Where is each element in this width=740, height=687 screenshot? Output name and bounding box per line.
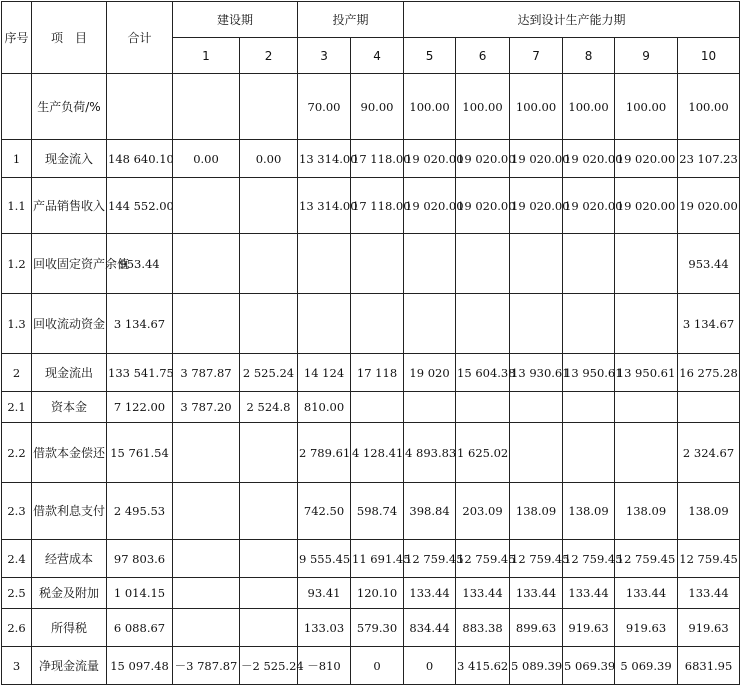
header-year: 3 — [298, 38, 351, 74]
row-value — [510, 392, 563, 423]
row-item: 所得税 — [32, 609, 107, 647]
table-row — [2, 392, 740, 423]
row-seq: 2 — [2, 354, 32, 392]
header-construction-period: 建设期 — [173, 2, 298, 38]
header-year: 6 — [456, 38, 510, 74]
row-value: 70.00 — [298, 74, 351, 140]
header-production-period: 投产期 — [298, 2, 404, 38]
row-value — [456, 392, 510, 423]
row-value: 133.44 — [615, 578, 678, 609]
row-value: 4 128.41 — [351, 423, 404, 483]
row-value — [510, 234, 563, 294]
row-value — [173, 294, 240, 354]
row-value — [456, 234, 510, 294]
table-row — [2, 234, 740, 294]
row-value — [456, 294, 510, 354]
row-value: 899.63 — [510, 609, 563, 647]
header-year: 4 — [351, 38, 404, 74]
row-item: 净现金流量 — [32, 647, 107, 685]
row-item: 现金流出 — [32, 354, 107, 392]
row-value — [240, 578, 298, 609]
row-value — [173, 483, 240, 540]
row-value: 2 324.67 — [678, 423, 740, 483]
header-year: 2 — [240, 38, 298, 74]
row-value: 12 759.45 — [510, 540, 563, 578]
row-value: 12 759.45 — [563, 540, 615, 578]
row-value: 100.00 — [456, 74, 510, 140]
row-value: 133.44 — [563, 578, 615, 609]
row-value: 138.09 — [678, 483, 740, 540]
row-value: 12 759.45 — [678, 540, 740, 578]
row-value: 919.63 — [678, 609, 740, 647]
row-total: 3 134.67 — [107, 294, 173, 354]
row-value: 13 314.00 — [298, 140, 351, 178]
row-value: 23 107.23 — [678, 140, 740, 178]
row-value: 0 — [404, 647, 456, 685]
row-total: 15 097.48 — [107, 647, 173, 685]
row-value: 19 020.00 — [510, 140, 563, 178]
row-seq: 3 — [2, 647, 32, 685]
row-value: －2 525.24 — [240, 647, 298, 685]
row-total: 148 640.10 — [107, 140, 173, 178]
table-row — [2, 540, 740, 578]
row-value — [615, 392, 678, 423]
row-value — [563, 423, 615, 483]
row-value: 13 930.61 — [510, 354, 563, 392]
row-value: 17 118.00 — [351, 178, 404, 234]
table-row — [2, 74, 740, 140]
row-value — [563, 294, 615, 354]
row-total: 1 014.15 — [107, 578, 173, 609]
row-value: 203.09 — [456, 483, 510, 540]
row-total: 133 541.75 — [107, 354, 173, 392]
row-seq: 2.5 — [2, 578, 32, 609]
row-item: 税金及附加 — [32, 578, 107, 609]
row-value — [678, 392, 740, 423]
row-value: 5 069.39 — [615, 647, 678, 685]
row-value: 19 020.00 — [678, 178, 740, 234]
header-year: 5 — [404, 38, 456, 74]
row-value: 13 950.61 — [563, 354, 615, 392]
row-value: 0.00 — [173, 140, 240, 178]
row-value: 12 759.45 — [615, 540, 678, 578]
header-design-capacity-period: 达到设计生产能力期 — [404, 2, 740, 38]
row-value: 5 069.39 — [563, 647, 615, 685]
row-value: 13 950.61 — [615, 354, 678, 392]
row-value — [240, 423, 298, 483]
row-seq: 2.3 — [2, 483, 32, 540]
row-value: 14 124 — [298, 354, 351, 392]
row-value — [173, 578, 240, 609]
row-value: 579.30 — [351, 609, 404, 647]
row-value: 17 118 — [351, 354, 404, 392]
row-value: 919.63 — [615, 609, 678, 647]
row-value — [298, 294, 351, 354]
table-row — [2, 609, 740, 647]
row-value: 3 134.67 — [678, 294, 740, 354]
row-value — [173, 74, 240, 140]
row-value: 133.44 — [678, 578, 740, 609]
row-value — [615, 423, 678, 483]
row-seq: 2.6 — [2, 609, 32, 647]
row-value — [173, 423, 240, 483]
row-value: 100.00 — [615, 74, 678, 140]
row-value: 810.00 — [298, 392, 351, 423]
row-value: 19 020.00 — [615, 140, 678, 178]
row-value: 3 787.20 — [173, 392, 240, 423]
table-row — [2, 354, 740, 392]
row-value — [510, 423, 563, 483]
table-row — [2, 423, 740, 483]
row-item: 回收流动资金 — [32, 294, 107, 354]
row-value: 133.44 — [510, 578, 563, 609]
row-value — [404, 234, 456, 294]
cash-flow-table — [1, 1, 740, 685]
row-value: －810 — [298, 647, 351, 685]
row-value: 19 020.00 — [404, 178, 456, 234]
row-item: 生产负荷/% — [32, 74, 107, 140]
header-year: 9 — [615, 38, 678, 74]
row-seq: 2.1 — [2, 392, 32, 423]
row-item: 现金流入 — [32, 140, 107, 178]
row-item: 经营成本 — [32, 540, 107, 578]
row-value — [240, 234, 298, 294]
row-value: 3 415.62 — [456, 647, 510, 685]
header-year: 10 — [678, 38, 740, 74]
header-year: 1 — [173, 38, 240, 74]
row-value — [351, 234, 404, 294]
row-item: 借款本金偿还 — [32, 423, 107, 483]
row-value: 138.09 — [510, 483, 563, 540]
row-value: 742.50 — [298, 483, 351, 540]
row-total: 6 088.67 — [107, 609, 173, 647]
row-value: 138.09 — [615, 483, 678, 540]
row-total: 15 761.54 — [107, 423, 173, 483]
row-value — [510, 294, 563, 354]
row-value: 19 020.00 — [563, 178, 615, 234]
row-value — [173, 178, 240, 234]
row-value — [240, 178, 298, 234]
row-value: 19 020.00 — [510, 178, 563, 234]
row-seq: 2.2 — [2, 423, 32, 483]
row-value — [404, 294, 456, 354]
row-seq — [2, 74, 32, 140]
row-total: 953.44 — [107, 234, 173, 294]
row-value: 100.00 — [510, 74, 563, 140]
row-value — [615, 294, 678, 354]
row-value: 5 089.39 — [510, 647, 563, 685]
row-value: 398.84 — [404, 483, 456, 540]
header-seq: 序号 — [2, 2, 32, 74]
row-value: 12 759.45 — [404, 540, 456, 578]
row-value: 93.41 — [298, 578, 351, 609]
header-year: 7 — [510, 38, 563, 74]
row-value — [240, 483, 298, 540]
table-row — [2, 483, 740, 540]
row-value — [563, 234, 615, 294]
row-value: 834.44 — [404, 609, 456, 647]
row-value: 133.44 — [404, 578, 456, 609]
header-year: 8 — [563, 38, 615, 74]
row-value: 19 020.00 — [456, 140, 510, 178]
row-value: 19 020.00 — [615, 178, 678, 234]
row-item: 资本金 — [32, 392, 107, 423]
row-total — [107, 74, 173, 140]
row-total: 2 495.53 — [107, 483, 173, 540]
row-value — [615, 234, 678, 294]
row-value: 598.74 — [351, 483, 404, 540]
row-value — [173, 234, 240, 294]
row-value — [173, 609, 240, 647]
row-value: 17 118.00 — [351, 140, 404, 178]
row-total: 7 122.00 — [107, 392, 173, 423]
row-value: 19 020 — [404, 354, 456, 392]
header-total: 合计 — [107, 2, 173, 74]
row-value: 13 314.00 — [298, 178, 351, 234]
row-value: 6831.95 — [678, 647, 740, 685]
row-value: 15 604.38 — [456, 354, 510, 392]
row-value: 138.09 — [563, 483, 615, 540]
row-value — [351, 294, 404, 354]
row-value: 1 625.02 — [456, 423, 510, 483]
row-value: 2 524.8 — [240, 392, 298, 423]
row-seq: 1 — [2, 140, 32, 178]
row-value: 9 555.45 — [298, 540, 351, 578]
row-value: 3 787.87 — [173, 354, 240, 392]
row-value: 953.44 — [678, 234, 740, 294]
row-value: 0.00 — [240, 140, 298, 178]
row-total: 97 803.6 — [107, 540, 173, 578]
row-value: 2 789.61 — [298, 423, 351, 483]
row-value: 100.00 — [678, 74, 740, 140]
table-row — [2, 578, 740, 609]
row-value: 90.00 — [351, 74, 404, 140]
row-value: 12 759.45 — [456, 540, 510, 578]
row-value: 919.63 — [563, 609, 615, 647]
row-value — [563, 392, 615, 423]
row-value: 16 275.28 — [678, 354, 740, 392]
row-value: 120.10 — [351, 578, 404, 609]
table-row — [2, 294, 740, 354]
table-row — [2, 647, 740, 685]
row-value — [404, 392, 456, 423]
row-value: 100.00 — [563, 74, 615, 140]
row-value: 4 893.83 — [404, 423, 456, 483]
row-seq: 1.1 — [2, 178, 32, 234]
table-row — [2, 178, 740, 234]
row-value: 11 691.45 — [351, 540, 404, 578]
row-seq: 1.3 — [2, 294, 32, 354]
row-value — [173, 540, 240, 578]
row-value — [240, 74, 298, 140]
row-value: 2 525.24 — [240, 354, 298, 392]
row-value: 883.38 — [456, 609, 510, 647]
header-item: 项 目 — [32, 2, 107, 74]
row-value: 19 020.00 — [563, 140, 615, 178]
row-value — [240, 540, 298, 578]
row-seq: 2.4 — [2, 540, 32, 578]
row-item: 产品销售收入 — [32, 178, 107, 234]
table-row — [2, 140, 740, 178]
row-value — [298, 234, 351, 294]
row-value — [240, 609, 298, 647]
row-value: 0 — [351, 647, 404, 685]
row-value — [351, 392, 404, 423]
row-value: 19 020.00 — [456, 178, 510, 234]
row-total: 144 552.00 — [107, 178, 173, 234]
row-value: 100.00 — [404, 74, 456, 140]
row-item: 回收固定资产余值 — [32, 234, 107, 294]
row-value — [240, 294, 298, 354]
row-value: 19 020.00 — [404, 140, 456, 178]
row-seq: 1.2 — [2, 234, 32, 294]
row-item: 借款利息支付 — [32, 483, 107, 540]
row-value: －3 787.87 — [173, 647, 240, 685]
row-value: 133.03 — [298, 609, 351, 647]
row-value: 133.44 — [456, 578, 510, 609]
